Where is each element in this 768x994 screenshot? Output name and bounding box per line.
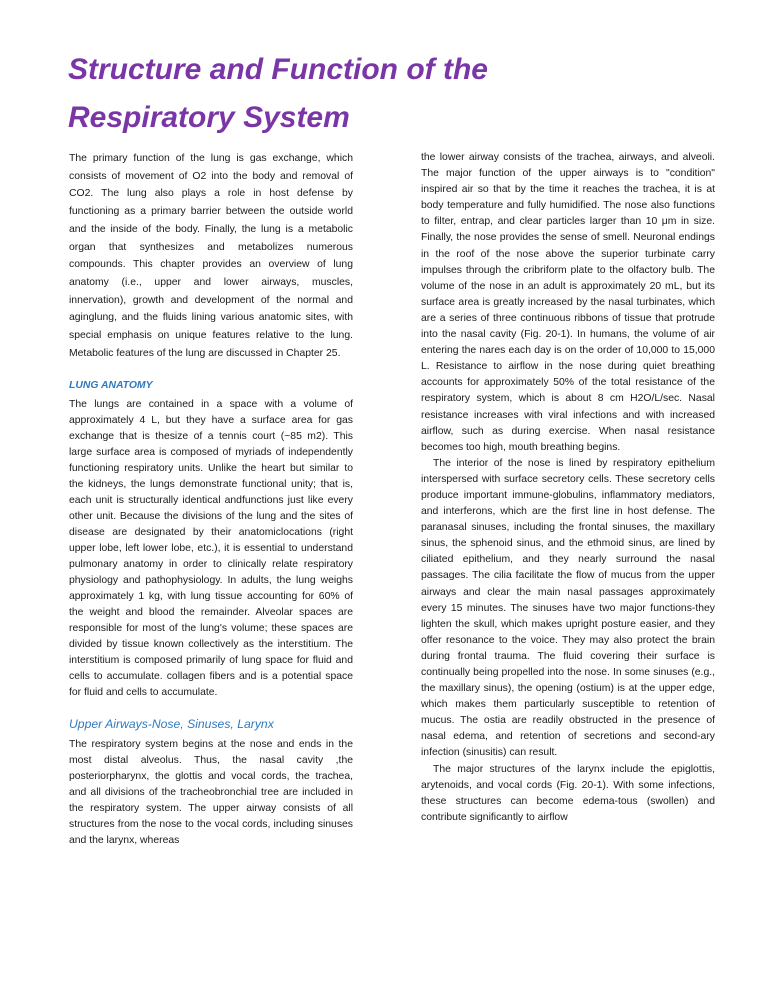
lung-anatomy-heading: LUNG ANATOMY: [69, 380, 153, 392]
title-line-2: Respiratory System: [68, 101, 350, 134]
right-column: [421, 150, 715, 826]
upper-airways-heading: Upper Airways-Nose, Sinuses, Larynx: [69, 717, 274, 732]
lung-anatomy-paragraph: The lungs are contained in a space with a volume of approximately 4 L, but they have a surface area for gas exchange that is thesize of a tennis court (~85 m2). This large surface area is composed of myriads of independently functioning respiratory units. Unlike the heart but similar to the kidneys, the lungs demonstrate functional unity; that is, each unit is structurally identical andfunctions just like every other unit. Because the divisions of the lung and the sites of disease are designated by their anatomiclocations (right upper lobe, left lower lobe, etc.), it is essential to understand pulmonary anatomy in order to clinically relate respiratory physiology and pathophysiology. In adults, the lung weighs approximately 1 kg, with lung tissue accounting for 60% of the weight and blood the remainder. Alveolar spaces are responsible for most of the lung's volume; these spaces are divided by tissue known collectively as the interstitium. The interstitium is composed primarily of lung space for fluid and cells to accumulate. collagen fibers and is a potential space for fluid and cells to accumulate.: [69, 399, 353, 699]
left-column: [69, 150, 353, 849]
title-line-1: Structure and Function of the: [68, 53, 488, 86]
nose-interior-paragraph: The interior of the nose is lined by respiratory epithelium interspersed with surface secretory cells. These secretory cells produce important immune-globulins, inflammatory mediators, and interferons, which are the first line in host defense. The paranasal sinuses, including the frontal sinuses, the maxillary sinus, the sphenoid sinus, and the ethmoid sinus, are lined by ciliated epithelium, and they nearly surround the nasal passages. The cilia facilitate the flow of mucus from the upper airways and clear the main nasal passages approximately every 15 minutes. The sinuses have two major functions-they lighten the skull, which makes upright posture easier, and they offer resonance to the voice. They may also protect the brain during frontal trauma. The fluid covering their surface is continually being propelled into the nose. In some sinuses (e.g., the maxillary sinus), the opening (ostium) is at the upper edge, which makes them particularly susceptible to retention of mucus. The ostia are readily obstructed in the presence of nasal edema, and retention of secretions and second-ary infection (sinusitis) can result.: [421, 457, 715, 759]
page-title: [68, 46, 488, 142]
larynx-paragraph: The major structures of the larynx include the epiglottis, arytenoids, and vocal cords (Fig. 20-1). With some infections, these structures can become edema-tous (swollen) and contribute significantly to airflow: [421, 763, 715, 823]
intro-paragraph: The primary function of the lung is gas exchange, which consists of movement of O2 into the body and removal of CO2. The lung also plays a role in host defense by functioning as a primary barrier between the outside world and the inside of the body. Finally, the lung is a metabolic organ that synthesizes and metabolizes numerous compounds. This chapter provides an overview of lung anatomy (i.e., upper and lower airways, muscles, innervation), growth and development of the normal and aginglung, and the fluids lining various anatomic sites, with special emphasis on unique features relative to the lung. Metabolic features of the lung are discussed in Chapter 25.: [69, 153, 353, 359]
lower-airway-paragraph: the lower airway consists of the trachea, airways, and alveoli. The major function of the upper airways is to "condition" inspired air so that by the time it reaches the trachea, it is at body temperature and fully humidified. The nose also functions to filter, entrap, and clear particles larger than 10 μm in size. Finally, the nose provides the sense of smell. Neuronal endings in the roof of the nose above the superior turbinate carry impulses through the cribriform plate to the olfactory bulb. The volume of the nose in an adult is approximately 20 mL, but its surface area is greatly increased by the nasal turbinates, which are a series of three continuous ribbons of tissue that protrude into the nasal cavity (Fig. 20-1). In humans, the volume of air entering the nares each day is on the order of 10,000 to 15,000 L. Resistance to airflow in the nose during quiet breathing accounts for approximately 50% of the total resistance of the respiratory system, which is about 8 cm H2O/L/sec. Nasal resistance increases with viral infections and with increased airflow, such as during exercise. When nasal resistance becomes too high, mouth breathing begins.: [421, 152, 715, 453]
upper-airways-paragraph: The respiratory system begins at the nose and ends in the most distal alveolus. Thus, the nasal cavity ,the posteriorpharynx, the glottis and vocal cords, the trachea, and all divisions of the tracheobronchial tree are included in the respiratory system. The upper airway consists of all structures from the nose to the vocal cords, including sinuses and the larynx, whereas: [69, 739, 353, 847]
